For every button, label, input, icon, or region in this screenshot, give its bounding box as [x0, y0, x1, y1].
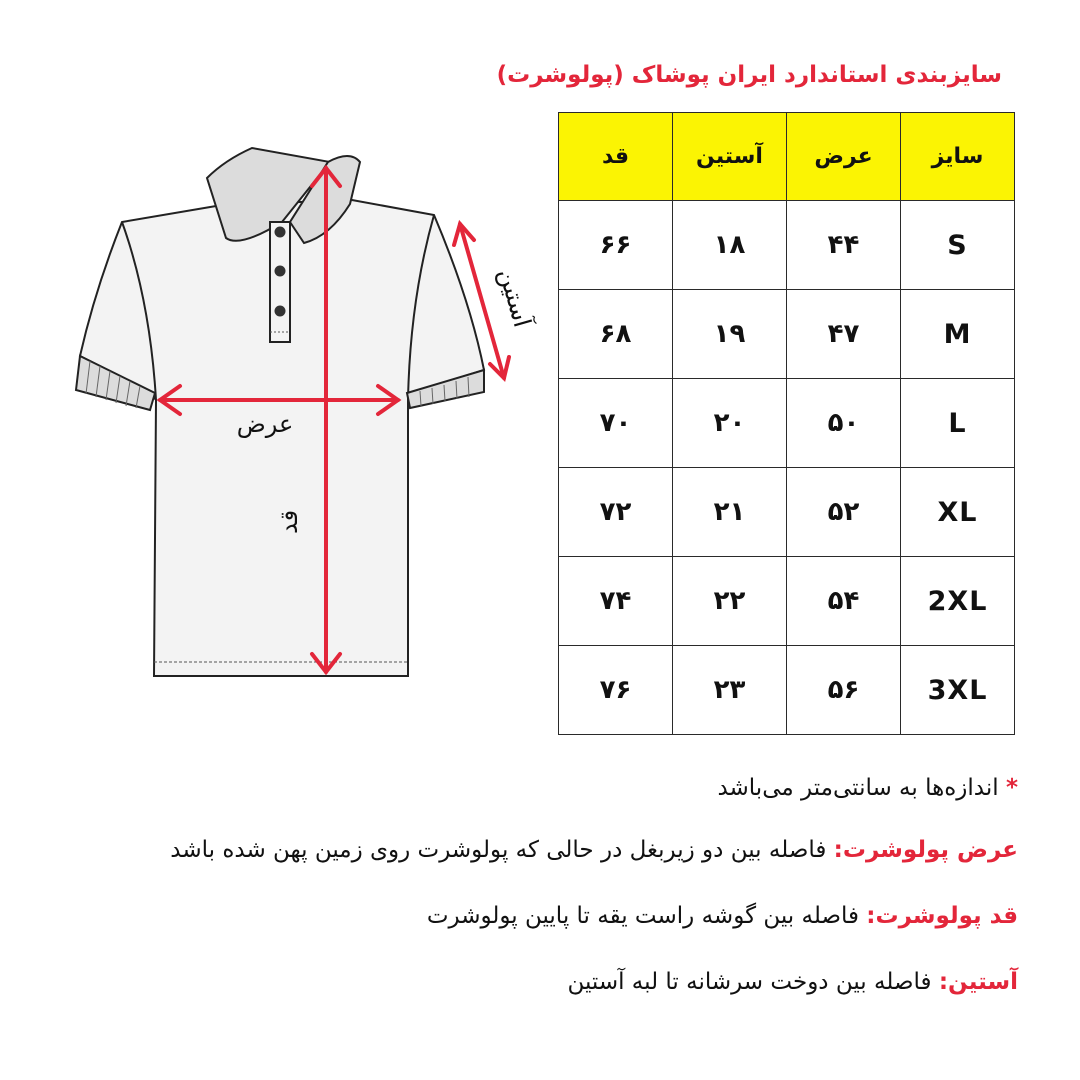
button-2	[275, 266, 286, 277]
length-label: قد	[275, 509, 303, 535]
cell-length: ۷۶	[559, 646, 673, 735]
header-size: سایز	[901, 113, 1015, 201]
cell-width: ۴۷	[787, 290, 901, 379]
cell-sleeve: ۱۸	[673, 201, 787, 290]
cell-sleeve: ۲۱	[673, 468, 787, 557]
width-label: عرض	[236, 410, 294, 438]
cell-length: ۷۴	[559, 557, 673, 646]
button-1	[275, 227, 286, 238]
note-width	[170, 834, 1018, 866]
cell-size: 2XL	[901, 557, 1015, 646]
note-sleeve-key: آستین:	[938, 969, 1018, 995]
note-sleeve-text: فاصله بین دوخت سرشانه تا لبه آستین	[567, 969, 932, 995]
note-length-text: فاصله بین گوشه راست یقه تا پایین پولوشرت	[426, 903, 859, 929]
size-table	[558, 112, 1015, 735]
cell-width: ۵۰	[787, 379, 901, 468]
cell-width: ۵۶	[787, 646, 901, 735]
note-star: *	[1005, 775, 1018, 801]
cell-length: ۷۰	[559, 379, 673, 468]
note-width-text: فاصله بین دو زیربغل در حالی که پولوشرت روی زمین پهن شده باشد	[170, 837, 827, 863]
cell-width: ۵۲	[787, 468, 901, 557]
cell-sleeve: ۲۲	[673, 557, 787, 646]
cell-sleeve: ۲۳	[673, 646, 787, 735]
note-length	[427, 900, 1018, 932]
chart-title: سایزبندی استاندارد ایران پوشاک (پولوشرت)	[496, 62, 1002, 88]
note-unit	[717, 772, 1018, 804]
cell-size: XL	[901, 468, 1015, 557]
cell-width: ۵۴	[787, 557, 901, 646]
cell-width: ۴۴	[787, 201, 901, 290]
cell-sleeve: ۲۰	[673, 379, 787, 468]
cell-size: M	[901, 290, 1015, 379]
cell-length: ۷۲	[559, 468, 673, 557]
cell-length: ۶۸	[559, 290, 673, 379]
cell-size: 3XL	[901, 646, 1015, 735]
note-sleeve	[567, 966, 1018, 998]
table-row	[559, 290, 1015, 379]
note-width-key: عرض پولوشرت:	[833, 837, 1018, 863]
note-length-key: قد پولوشرت:	[866, 903, 1018, 929]
table-row	[559, 201, 1015, 290]
header-width: عرض	[787, 113, 901, 201]
placket	[270, 222, 290, 342]
cell-size: L	[901, 379, 1015, 468]
sleeve-label: آستین	[493, 265, 537, 331]
table-row	[559, 646, 1015, 735]
cell-length: ۶۶	[559, 201, 673, 290]
note-unit-text: اندازه‌ها به سانتی‌متر می‌باشد	[717, 775, 999, 801]
cell-size: S	[901, 201, 1015, 290]
header-sleeve: آستین	[673, 113, 787, 201]
button-3	[275, 306, 286, 317]
cell-sleeve: ۱۹	[673, 290, 787, 379]
header-length: قد	[559, 113, 673, 201]
table-row	[559, 557, 1015, 646]
polo-shirt-diagram	[60, 150, 537, 690]
table-row	[559, 468, 1015, 557]
table-header-row	[559, 113, 1015, 201]
table-row	[559, 379, 1015, 468]
